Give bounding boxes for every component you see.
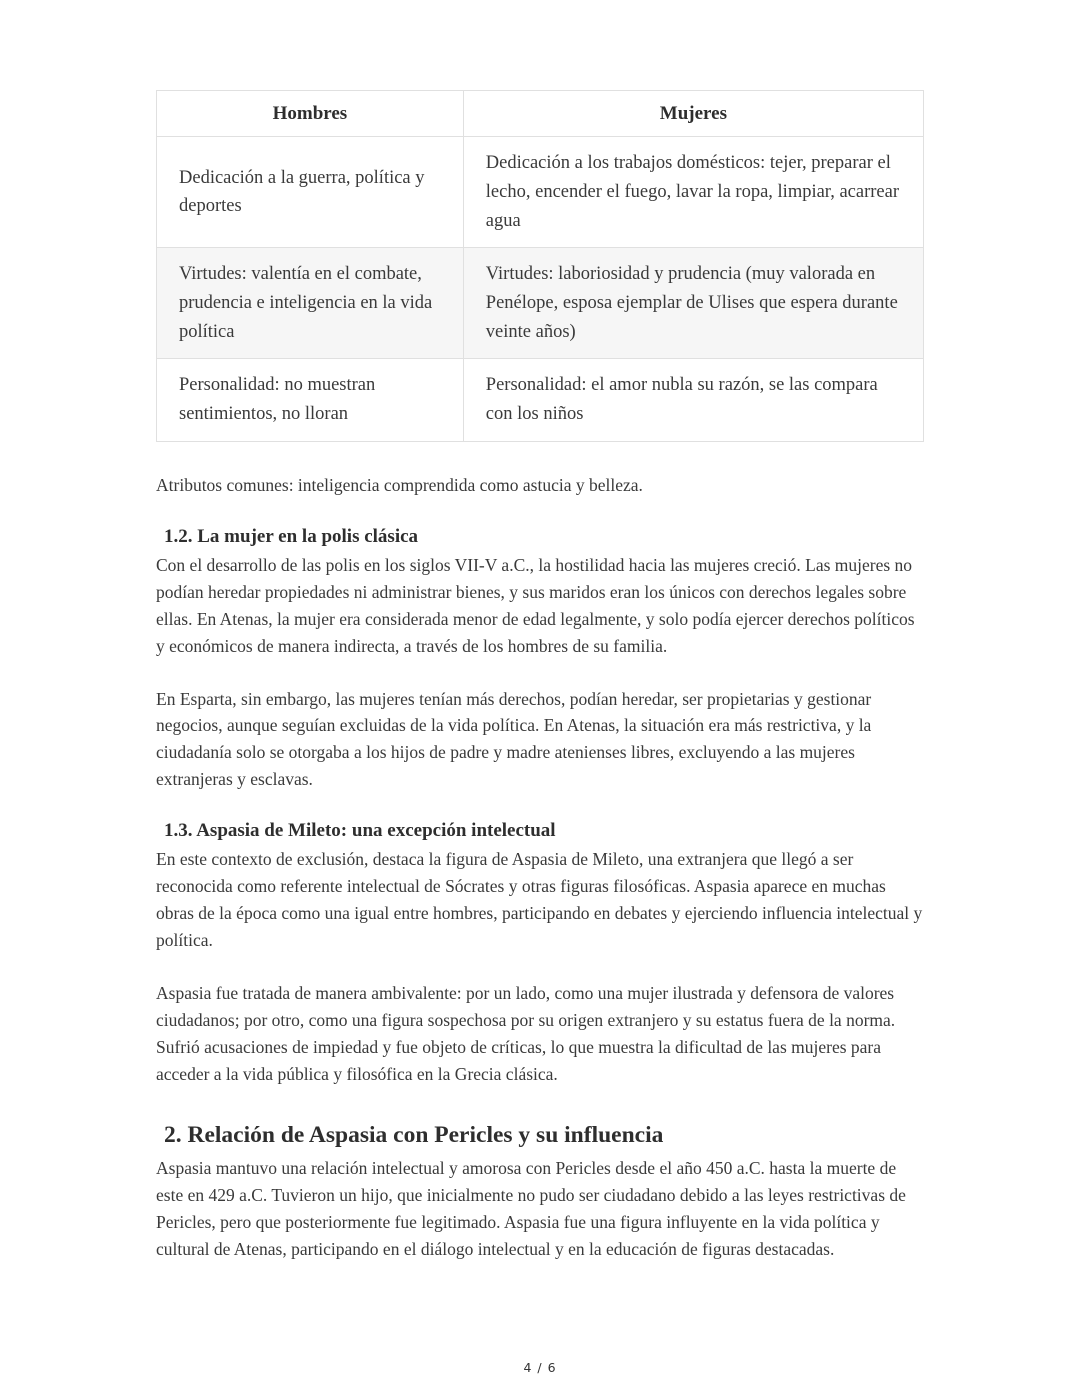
table-row-dedicacion (157, 137, 924, 248)
cell-hombres-dedicacion: Dedicación a la guerra, política y deportes (157, 137, 464, 248)
section-heading-2: 2. Relación de Aspasia con Pericles y su influencia (164, 1121, 664, 1148)
table-row-virtudes (157, 248, 924, 359)
table-header-row (157, 91, 924, 137)
paragraph-pericles-1: Aspasia mantuvo una relación intelectual y amorosa con Pericles desde el año 450 a.C. hasta la muerte de este en 429 a.C. Tuvieron un hijo, que inicialmente no pudo ser ciudadano debido a las leyes restrictivas de Pericles, pero que posteriormente fue legitimado. Aspasia fue una figura influyente en la vida política y cultural de Atenas, participando en el diálogo intelectual y en la educación de figuras destacadas. (156, 1157, 906, 1259)
cell-hombres-virtudes: Virtudes: valentía en el combate, prudencia e inteligencia en la vida política (157, 248, 464, 359)
common-attributes-note: Atributos comunes: inteligencia comprendida como astucia y belleza. (156, 474, 643, 495)
table-row-personalidad (157, 359, 924, 441)
paragraph-polis-1: Con el desarrollo de las polis en los siglos VII-V a.C., la hostilidad hacia las mujeres creció. Las mujeres no podían heredar propiedades ni administrar bienes, y sus maridos eran los únicos con derechos legales sobre ellas. En Atenas, la mujer era considerada menor de edad legalmente, y solo podía ejercer derechos políticos y económicos de manera indirecta, a través de los hombres de su familia. (156, 554, 915, 656)
page-number-indicator: 4 / 6 (523, 1360, 557, 1375)
cell-hombres-personalidad: Personalidad: no muestran sentimientos, no lloran (157, 359, 464, 441)
paragraph-polis-2: En Esparta, sin embargo, las mujeres tenían más derechos, podían heredar, ser propietarias y gestionar negocios, aunque seguían excluidas de la vida política. En Atenas, la situación era más restrictiva, y la ciudadanía solo se otorgaba a los hijos de padre y madre atenienses libres, excluyendo a las mujeres extranjeras y esclavas. (156, 688, 872, 790)
table-header-hombres: Hombres (157, 91, 464, 137)
section-heading-1-2: 1.2. La mujer en la polis clásica (164, 525, 419, 547)
table-header-mujeres: Mujeres (463, 91, 923, 137)
paragraph-aspasia-2: Aspasia fue tratada de manera ambivalente: por un lado, como una mujer ilustrada y defensora de valores ciudadanos; por otro, como una figura sospechosa por su origen extranjero y su estatus fuera de la norma. Sufrió acusaciones de impiedad y fue objeto de críticas, lo que muestra la dificultad de las mujeres para acceder a la vida pública y filosófica en la Grecia clásica. (156, 983, 896, 1084)
cell-mujeres-dedicacion: Dedicación a los trabajos domésticos: tejer, preparar el lecho, encender el fuego, lavar la ropa, limpiar, acarrear agua (463, 137, 923, 248)
cell-mujeres-personalidad: Personalidad: el amor nubla su razón, se las compara con los niños (463, 359, 923, 441)
document-page-content (156, 90, 924, 1263)
cell-mujeres-virtudes: Virtudes: laboriosidad y prudencia (muy valorada en Penélope, esposa ejemplar de Ulises que espera durante veinte años) (463, 248, 923, 359)
gender-comparison-table (156, 90, 924, 442)
section-heading-1-3: 1.3. Aspasia de Mileto: una excepción intelectual (164, 820, 556, 842)
paragraph-aspasia-1: En este contexto de exclusión, destaca la figura de Aspasia de Mileto, una extranjera que llegó a ser reconocida como referente intelectual de Sócrates y otras figuras filosóficas. Aspasia aparece en muchas obras de la época como una igual entre hombres, participando en debates y ejerciendo influencia intelectual y política. (156, 849, 923, 951)
